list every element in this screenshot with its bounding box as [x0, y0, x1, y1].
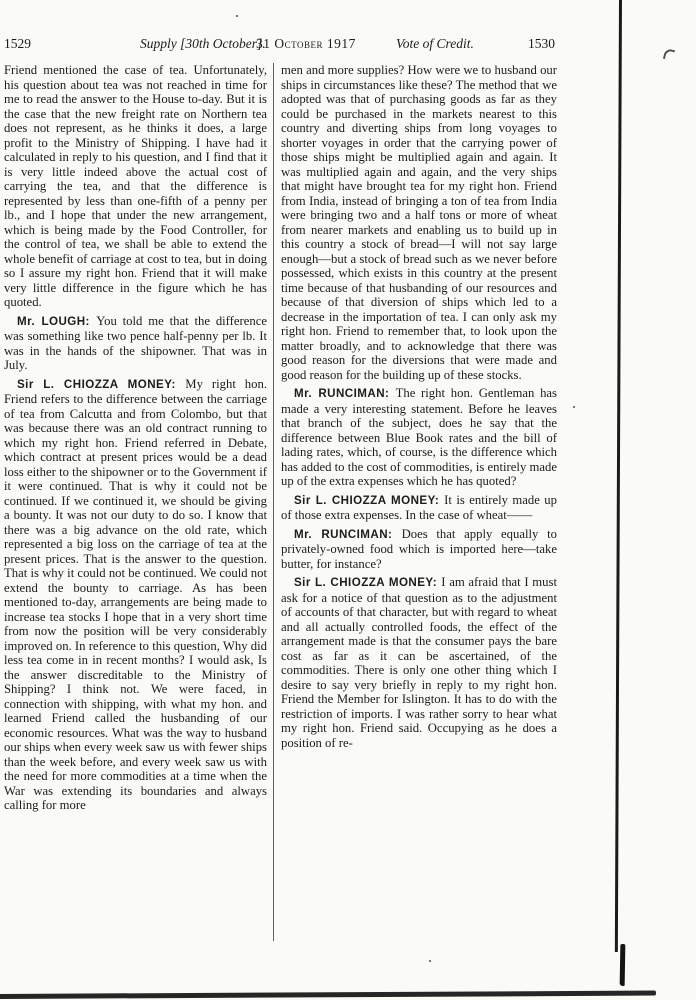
running-title-left: Supply [30th October]. — [140, 36, 266, 51]
speech-paragraph: Sir L. CHIOZZA MONEY: It is entirely made up of those extra expenses. In the case of wheat—— — [281, 492, 557, 522]
speaker-name: Mr. RUNCIMAN: — [294, 387, 396, 400]
scan-gutter-line — [615, 0, 622, 952]
speaker-name: Sir L. CHIOZZA MONEY: — [294, 493, 445, 507]
running-title-right: Vote of Credit. — [396, 36, 474, 51]
speech-paragraph: Mr. RUNCIMAN: Does that apply equally to privately-owned food which is imported here—take butter, for instance? — [281, 526, 557, 571]
column-gap — [267, 63, 281, 817]
speaker-name: Sir L. CHIOZZA MONEY: — [17, 377, 186, 391]
speaker-name: Mr. LOUGH: — [17, 314, 97, 328]
scan-dot — [573, 406, 575, 408]
column-right — [281, 63, 557, 817]
page-number-right: 1530 — [528, 36, 555, 51]
page-number-left: 1529 — [4, 36, 31, 51]
page-content — [4, 36, 557, 817]
speaker-name: Sir L. CHIOZZA MONEY: — [294, 576, 442, 589]
scan-speck — [663, 48, 675, 61]
scan-dot — [236, 15, 238, 17]
speech-paragraph: Sir L. CHIOZZA MONEY: My right hon. Friend refers to the difference between the carriage of tea from Calcutta and from Colombo, but that was because there was an old contract running to which my right hon. Friend referred in Debate, which contract at present prices would be a dead loss either to the shipowner or to the Government if it were continued. That is why it could not be continued. If we continued it, we should be giving a bounty. It was not our duty to do so. I know that there was a big advance on the old rate, which represented a big loss on the carriage of tea at the present prices. That is the answer to the question. That is why it could not be continued. We could not extend the bounty to carriage. As has been mentioned to-day, arrangements are being made to increase tea stocks I hope that in a very short time from now the position will be very considerably improved on. In reference to this question, Why did less tea come in in recent months? I would ask, Is the answer discreditable to the Ministry of Shipping? I think not. We were faced, in connection with shipping, with what my hon. and learned Friend called the husbanding of our economic resources. What was the way to husband our ships when every week saw us with fewer ships than the week before, and every week saw us with the need for more commodities at a time when the War was extending its boundaries and always calling for more — [4, 376, 267, 812]
continuation-paragraph: men and more supplies? How were we to husband our ships in circumstances like these? The method that we adopted was that of purchasing goods as far as they could be purchased in the markets nearest to this country and diverting ships from long voyages to shorter voyages in order that the carrying power of those ships might be multiplied again and again. It was multiplied again and again, and the very ships that might have brought tea for my right hon. Friend from India, instead of bringing a ton of tea from India were bringing two and a half tons or more of wheat from nearer markets and enabling us to build up in this country a stock of bread—I will not say large enough—but a stock of bread such as we never before possessed, which exists in this country at the present time because of that husbanding of our resources and because of that diversion of ships which led to a decrease in the importation of tea. I can only ask my right hon. Friend to remember that, to look upon the matter broadly, and to acknowledge that there was good reason for the diversions that were made and good reason for the building up of these stocks. — [281, 63, 557, 382]
running-header — [4, 36, 557, 58]
scan-gutter-blob — [620, 944, 626, 986]
speech-paragraph: Mr. RUNCIMAN: The right hon. Gentleman has made a very interesting statement. Before he leaves that branch of the subject, does he say that the difference between Blue Book rates and the bill of lading rates, which, of course, is the difference which has added to the cost of commodities, is entirely made up of the extra expenses which he has quoted? — [281, 386, 557, 488]
continuation-paragraph: Friend mentioned the case of tea. Unfortunately, his question about tea was not reached in time for me to read the answer to the House to-day. But it is the case that the new freight rate on Northern tea does not represent, as he thinks it does, a large profit to the Ministry of Shipping. I have had it calculated in reply to his question, and I find that it is very little indeed above the actual cost of carrying the tea, and that the difference is represented by less than one-fifth of a penny per lb., and I hope that under the new arrangement, which is being made by the Food Controller, for the control of tea, we shall be able to extend the whole benefit of carriage at cost to tea, but in doing so I assure my right hon. Friend that it will make very little difference in the figure which he has quoted. — [4, 63, 267, 309]
speaker-name: Mr. RUNCIMAN: — [294, 527, 402, 541]
speech-paragraph: Mr. LOUGH: You told me that the difference was something like two pence half-penny per lb. It was in the hands of the shipowner. That was in July. — [4, 313, 268, 372]
header-date: 31 October 1917 — [256, 36, 356, 51]
scan-dot — [429, 960, 431, 962]
text-columns — [4, 63, 557, 817]
column-left — [4, 63, 267, 817]
scan-bottom-edge — [0, 991, 656, 999]
speech-paragraph: Sir L. CHIOZZA MONEY: I am afraid that I must ask for a notice of that question as to the adjustment of accounts of that character, but with regard to wheat and all actually controlled foods, the effect of the arrangement made is that the consumer pays the bare cost as far as it can be ascertained, of the commodities. There is only one other thing which I desire to say very briefly in reply to my right hon. Friend the Member for Islington. It has to do with the restriction of imports. I was rather sorry to hear what my right hon. Friend said. Occupying as he does a position of re- — [281, 575, 557, 750]
column-divider-rule — [273, 63, 274, 941]
